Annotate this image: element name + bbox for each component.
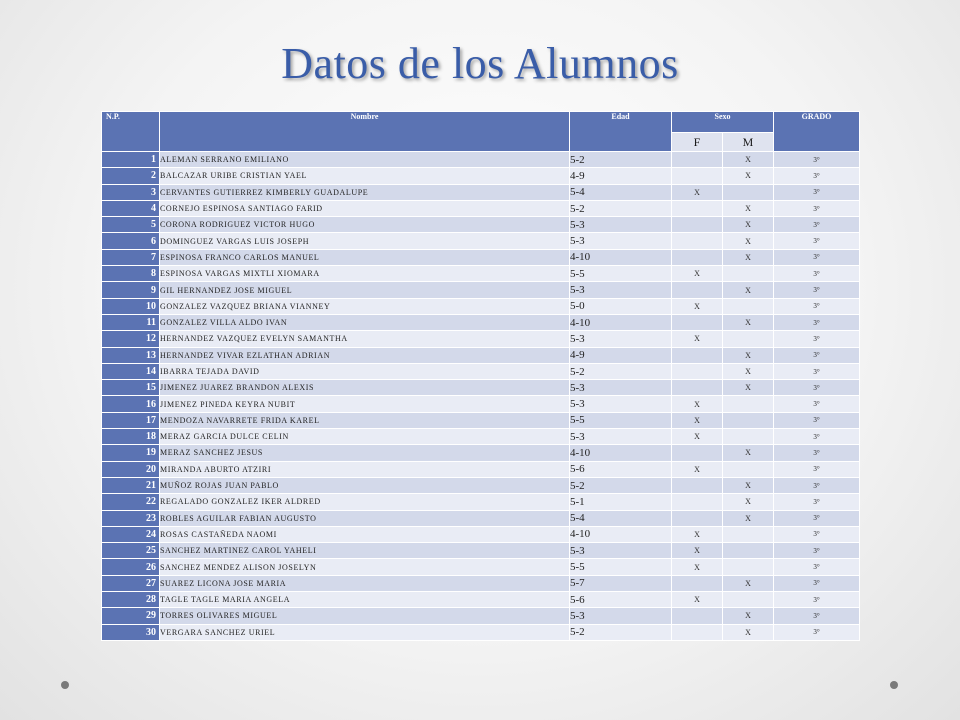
row-number: 29 [102,608,160,624]
sex-f-mark [672,314,723,330]
student-name: GIL HERNANDEZ JOSE MIGUEL [160,282,570,298]
row-number: 30 [102,624,160,640]
student-name: MIRANDA ABURTO ATZIRI [160,461,570,477]
student-grade: 3° [774,168,860,184]
sex-m-mark [723,526,774,542]
table-row [102,445,860,461]
student-name: VERGARA SANCHEZ URIEL [160,624,570,640]
row-number: 12 [102,331,160,347]
student-grade: 3° [774,152,860,168]
student-age: 4-10 [570,249,672,265]
sex-f-mark [672,152,723,168]
sex-m-mark: X [723,168,774,184]
sex-f-mark [672,510,723,526]
row-number: 23 [102,510,160,526]
sex-f-mark [672,608,723,624]
student-age: 5-2 [570,363,672,379]
sex-f-mark: X [672,429,723,445]
sex-m-mark: X [723,510,774,526]
student-grade: 3° [774,347,860,363]
row-number: 17 [102,412,160,428]
row-number: 26 [102,559,160,575]
table-row [102,380,860,396]
student-grade: 3° [774,526,860,542]
row-number: 7 [102,249,160,265]
sex-m-mark: X [723,282,774,298]
student-grade: 3° [774,184,860,200]
student-rows [102,152,860,641]
student-name: GONZALEZ VILLA ALDO IVAN [160,314,570,330]
sex-m-mark: X [723,494,774,510]
student-grade: 3° [774,233,860,249]
sex-f-mark [672,575,723,591]
student-grade: 3° [774,494,860,510]
student-name: JIMENEZ JUAREZ BRANDON ALEXIS [160,380,570,396]
table-row [102,543,860,559]
sex-m-mark [723,396,774,412]
student-age: 5-6 [570,592,672,608]
sex-m-mark: X [723,217,774,233]
sex-f-mark [672,494,723,510]
table-row [102,168,860,184]
table-row [102,510,860,526]
student-grade: 3° [774,298,860,314]
student-name: TAGLE TAGLE MARIA ANGELA [160,592,570,608]
row-number: 8 [102,266,160,282]
student-name: ALEMAN SERRANO EMILIANO [160,152,570,168]
student-age: 5-3 [570,331,672,347]
student-age: 5-2 [570,152,672,168]
student-name: HERNANDEZ VIVAR EZLATHAN ADRIAN [160,347,570,363]
row-number: 6 [102,233,160,249]
student-grade: 3° [774,363,860,379]
table-row [102,184,860,200]
sex-f-mark [672,217,723,233]
sex-m-mark: X [723,575,774,591]
student-age: 5-7 [570,575,672,591]
student-age: 4-10 [570,445,672,461]
table-row [102,461,860,477]
student-name: CERVANTES GUTIERREZ KIMBERLY GUADALUPE [160,184,570,200]
sex-f-mark [672,249,723,265]
header-sexo: Sexo [672,112,774,133]
sex-m-mark: X [723,608,774,624]
sex-m-mark: X [723,249,774,265]
sex-m-mark [723,543,774,559]
student-name: REGALADO GONZALEZ IKER ALDRED [160,494,570,510]
sex-m-mark: X [723,347,774,363]
student-age: 4-10 [570,314,672,330]
table-row [102,624,860,640]
header-f: F [672,133,723,152]
student-grade: 3° [774,282,860,298]
student-age: 5-3 [570,608,672,624]
sex-f-mark [672,380,723,396]
student-age: 5-3 [570,282,672,298]
sex-m-mark [723,298,774,314]
student-grade: 3° [774,608,860,624]
student-grade: 3° [774,380,860,396]
table-row [102,429,860,445]
student-name: BALCAZAR URIBE CRISTIAN YAEL [160,168,570,184]
student-grade: 3° [774,314,860,330]
student-grade: 3° [774,592,860,608]
student-age: 4-10 [570,526,672,542]
table-row [102,608,860,624]
student-grade: 3° [774,266,860,282]
students-table [101,111,860,641]
header-grado: GRADO [774,112,860,152]
sex-f-mark [672,477,723,493]
student-age: 5-5 [570,559,672,575]
student-name: HERNANDEZ VAZQUEZ EVELYN SAMANTHA [160,331,570,347]
sex-f-mark: X [672,396,723,412]
table-row [102,331,860,347]
table-row [102,266,860,282]
table-row [102,314,860,330]
sex-m-mark: X [723,380,774,396]
row-number: 1 [102,152,160,168]
student-age: 5-4 [570,184,672,200]
student-grade: 3° [774,461,860,477]
sex-m-mark: X [723,445,774,461]
student-grade: 3° [774,624,860,640]
sex-f-mark [672,363,723,379]
header-nombre: Nombre [160,112,570,152]
student-age: 4-9 [570,347,672,363]
sex-f-mark [672,624,723,640]
table-row [102,526,860,542]
sex-f-mark [672,282,723,298]
table-row [102,282,860,298]
row-number: 27 [102,575,160,591]
row-number: 22 [102,494,160,510]
table-row [102,152,860,168]
table-row [102,363,860,379]
table-row [102,412,860,428]
sex-m-mark: X [723,152,774,168]
student-grade: 3° [774,217,860,233]
student-grade: 3° [774,396,860,412]
row-number: 24 [102,526,160,542]
student-name: CORNEJO ESPINOSA SANTIAGO FARID [160,200,570,216]
sex-f-mark [672,233,723,249]
student-age: 5-3 [570,543,672,559]
student-grade: 3° [774,249,860,265]
sex-f-mark: X [672,543,723,559]
table-row [102,298,860,314]
sex-f-mark [672,168,723,184]
sex-m-mark [723,592,774,608]
table-row [102,347,860,363]
table-row [102,592,860,608]
row-number: 13 [102,347,160,363]
student-age: 4-9 [570,168,672,184]
row-number: 19 [102,445,160,461]
sex-f-mark [672,445,723,461]
row-number: 18 [102,429,160,445]
sex-f-mark: X [672,266,723,282]
sex-m-mark: X [723,363,774,379]
student-name: JIMENEZ PINEDA KEYRA NUBIT [160,396,570,412]
student-age: 5-3 [570,396,672,412]
student-name: TORRES OLIVARES MIGUEL [160,608,570,624]
student-name: ROSAS CASTAÑEDA NAOMI [160,526,570,542]
row-number: 3 [102,184,160,200]
header-np: N.P. [102,112,160,152]
student-grade: 3° [774,429,860,445]
row-number: 20 [102,461,160,477]
student-age: 5-4 [570,510,672,526]
student-grade: 3° [774,559,860,575]
student-age: 5-2 [570,200,672,216]
sex-m-mark: X [723,477,774,493]
row-number: 4 [102,200,160,216]
row-number: 5 [102,217,160,233]
student-name: SANCHEZ MENDEZ ALISON JOSELYN [160,559,570,575]
slide-title: Datos de los Alumnos [281,39,679,88]
row-number: 21 [102,477,160,493]
sex-m-mark [723,461,774,477]
nav-dot-right [890,681,898,689]
table-row [102,200,860,216]
row-number: 11 [102,314,160,330]
student-name: SANCHEZ MARTINEZ CAROL YAHELI [160,543,570,559]
student-name: ESPINOSA FRANCO CARLOS MANUEL [160,249,570,265]
sex-m-mark [723,412,774,428]
sex-f-mark: X [672,184,723,200]
table-row [102,249,860,265]
row-number: 28 [102,592,160,608]
table-row [102,233,860,249]
sex-f-mark: X [672,298,723,314]
student-grade: 3° [774,575,860,591]
sex-m-mark: X [723,233,774,249]
sex-m-mark: X [723,200,774,216]
sex-m-mark [723,184,774,200]
student-name: MUÑOZ ROJAS JUAN PABLO [160,477,570,493]
student-age: 5-6 [570,461,672,477]
sex-m-mark [723,429,774,445]
row-number: 15 [102,380,160,396]
table-row [102,494,860,510]
header-edad: Edad [570,112,672,152]
table-row [102,396,860,412]
sex-m-mark: X [723,624,774,640]
student-name: MENDOZA NAVARRETE FRIDA KAREL [160,412,570,428]
table-row [102,575,860,591]
row-number: 16 [102,396,160,412]
student-name: MERAZ GARCIA DULCE CELIN [160,429,570,445]
student-name: DOMINGUEZ VARGAS LUIS JOSEPH [160,233,570,249]
student-grade: 3° [774,331,860,347]
table-row [102,477,860,493]
student-grade: 3° [774,412,860,428]
student-age: 5-5 [570,412,672,428]
row-number: 25 [102,543,160,559]
row-number: 14 [102,363,160,379]
row-number: 2 [102,168,160,184]
student-age: 5-3 [570,380,672,396]
student-name: ESPINOSA VARGAS MIXTLI XIOMARA [160,266,570,282]
student-name: ROBLES AGUILAR FABIAN AUGUSTO [160,510,570,526]
sex-f-mark: X [672,526,723,542]
student-age: 5-0 [570,298,672,314]
student-age: 5-2 [570,624,672,640]
sex-f-mark [672,200,723,216]
table-row [102,559,860,575]
student-age: 5-3 [570,429,672,445]
sex-f-mark: X [672,412,723,428]
sex-m-mark [723,331,774,347]
student-name: SUAREZ LICONA JOSE MARIA [160,575,570,591]
sex-m-mark [723,266,774,282]
student-age: 5-3 [570,217,672,233]
sex-f-mark: X [672,331,723,347]
sex-f-mark: X [672,559,723,575]
student-grade: 3° [774,510,860,526]
sex-f-mark [672,347,723,363]
header-m: M [723,133,774,152]
sex-f-mark: X [672,592,723,608]
student-grade: 3° [774,445,860,461]
student-grade: 3° [774,477,860,493]
student-age: 5-5 [570,266,672,282]
row-number: 10 [102,298,160,314]
student-name: CORONA RODRIGUEZ VICTOR HUGO [160,217,570,233]
student-name: IBARRA TEJADA DAVID [160,363,570,379]
row-number: 9 [102,282,160,298]
student-age: 5-1 [570,494,672,510]
sex-f-mark: X [672,461,723,477]
student-age: 5-2 [570,477,672,493]
sex-m-mark: X [723,314,774,330]
student-name: MERAZ SANCHEZ JESUS [160,445,570,461]
student-name: GONZALEZ VAZQUEZ BRIANA VIANNEY [160,298,570,314]
sex-m-mark [723,559,774,575]
nav-dot-left [61,681,69,689]
student-grade: 3° [774,543,860,559]
student-age: 5-3 [570,233,672,249]
student-grade: 3° [774,200,860,216]
table-row [102,217,860,233]
